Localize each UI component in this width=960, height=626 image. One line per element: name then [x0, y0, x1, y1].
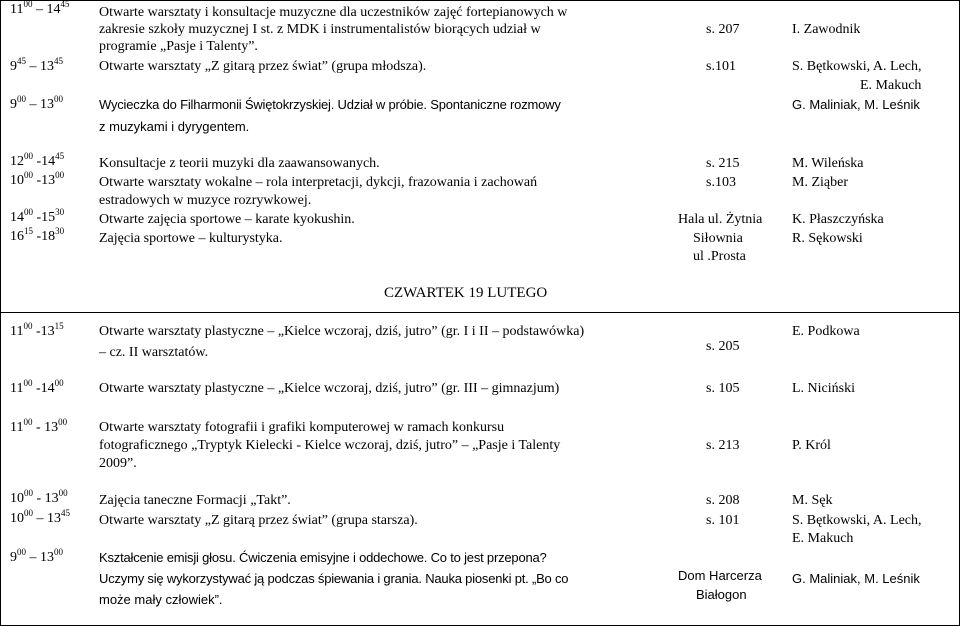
day-title: CZWARTEK 19 LUTEGO: [384, 285, 548, 301]
person-day-row-4: M. Sęk: [792, 493, 833, 508]
time-row-6: $14^{00}$ $-15^{30}$: [10, 207, 65, 225]
day-header-divider: [0, 312, 960, 313]
person-row-7: R. Sękowski: [792, 231, 863, 246]
desc-row-3-line-1: Wycieczka do Filharmonii Świętokrzyskiej. Udział w próbie. Spontaniczne rozmowy: [99, 97, 561, 112]
time-day-row-6: $9^{00} - 13^{00}$: [10, 547, 63, 565]
time-row-7: $16^{15}$ $-18^{30}$: [10, 226, 65, 244]
desc-row-5-line-2: estradowych w muzyce rozrywkowej.: [99, 193, 312, 208]
desc-row-6: Otwarte zajęcia sportowe – karate kyokushin.: [99, 212, 355, 227]
person-day-row-5-line-2: E. Makuch: [792, 531, 854, 546]
person-day-row-6: G. Maliniak, M. Leśnik: [792, 571, 920, 586]
room-row-4: s. 215: [706, 156, 740, 171]
desc-row-1-line-3: programie „Pasje i Talenty”.: [99, 39, 258, 54]
person-row-4: M. Wileńska: [792, 156, 864, 171]
desc-day-row-6-line-2: Uczymy się wykorzystywać ją podczas śpiewania i grania. Nauka piosenki pt. „Bo co: [99, 571, 569, 586]
desc-row-4: Konsultacje z teorii muzyki dla zaawansowanych.: [99, 156, 380, 171]
room-row-5: s.103: [706, 175, 736, 190]
desc-row-1-line-2: zakresie szkoły muzycznej I st. z MDK i instrumentalistów biorących udział w: [99, 22, 541, 37]
desc-day-row-6-line-3: może mały człowiek”.: [99, 592, 223, 607]
desc-day-row-2: Otwarte warsztaty plastyczne – „Kielce wczoraj, dziś, jutro” (gr. III – gimnazjum): [99, 381, 560, 396]
desc-row-2-line-1: Otwarte warsztaty „Z gitarą przez świat” (grupa młodsza).: [99, 59, 427, 74]
room-row-1: s. 207: [706, 22, 740, 37]
desc-day-row-3-line-3: 2009”.: [99, 456, 137, 471]
person-day-row-1: E. Podkowa: [792, 324, 860, 339]
desc-day-row-5: Otwarte warsztaty „Z gitarą przez świat” (grupa starsza).: [99, 513, 418, 528]
person-row-2-line-1: S. Bętkowski, A. Lech,: [792, 59, 922, 74]
desc-day-row-3-line-2: fotograficznego „Tryptyk Kielecki - Kielce wczoraj, dziś, jutro” – „Pasje i Talenty: [99, 438, 561, 453]
person-day-row-3: P. Król: [792, 438, 831, 453]
room-row-7-line-1: Siłownia: [693, 231, 743, 246]
person-row-2-line-2: E. Makuch: [860, 78, 922, 93]
room-day-row-5: s. 101: [706, 513, 740, 528]
time-row-2: $9^{45} - 13^{45}$: [10, 56, 63, 74]
time-day-row-3: $11^{00} - 13^{00}$: [10, 417, 68, 435]
person-row-6: K. Płaszczyńska: [792, 212, 884, 227]
time-day-row-2: $11^{00}$ $-14^{00}$: [10, 378, 64, 396]
room-day-row-6-line-2: Białogon: [696, 587, 747, 602]
room-day-row-1: s. 205: [706, 339, 740, 354]
time-row-4: $12^{00}$ $-14^{45}$: [10, 151, 65, 169]
desc-day-row-1-line-1: Otwarte warsztaty plastyczne – „Kielce wczoraj, dziś, jutro” (gr. I i II – podstawówka): [99, 324, 585, 339]
desc-row-1-line-1: Otwarte warsztaty i konsultacje muzyczne dla uczestników zajęć fortepianowych w: [99, 5, 568, 20]
person-row-1: I. Zawodnik: [792, 22, 861, 37]
time-day-row-4: $10^{00} - 13^{00}$: [10, 488, 68, 506]
desc-row-7: Zajęcia sportowe – kulturystyka.: [99, 231, 283, 246]
room-row-7-line-2: ul .Prosta: [693, 249, 746, 264]
table-top-border: [0, 0, 960, 1]
room-day-row-3: s. 213: [706, 438, 740, 453]
room-row-2: s.101: [706, 59, 736, 74]
desc-row-5-line-1: Otwarte warsztaty wokalne – rola interpretacji, dykcji, frazowania i zachowań: [99, 175, 538, 190]
time-row-5: $10^{00}$ $-13^{00}$: [10, 170, 65, 188]
time-day-row-1: $11^{00}$ $-13^{15}$: [10, 321, 64, 339]
desc-day-row-1-line-2: – cz. II warsztatów.: [99, 345, 209, 360]
room-day-row-2: s. 105: [706, 381, 740, 396]
room-day-row-6-line-1: Dom Harcerza: [678, 568, 762, 583]
room-day-row-4: s. 208: [706, 493, 740, 508]
table-left-border: [0, 0, 1, 626]
room-row-6: Hala ul. Żytnia: [678, 212, 763, 227]
desc-day-row-4: Zajęcia taneczne Formacji „Takt”.: [99, 493, 291, 508]
person-row-5: M. Ziąber: [792, 175, 848, 190]
person-row-3: G. Maliniak, M. Leśnik: [792, 97, 920, 112]
desc-row-3-line-2: z muzykami i dyrygentem.: [99, 119, 250, 134]
person-day-row-5-line-1: S. Bętkowski, A. Lech,: [792, 513, 922, 528]
time-row-1: $11^{00} - 14^{45}$: [10, 0, 70, 17]
desc-day-row-3-line-1: Otwarte warsztaty fotografii i grafiki komputerowej w ramach konkursu: [99, 420, 505, 435]
time-row-3: $9^{00} - 13^{00}$: [10, 94, 63, 112]
time-day-row-5: $10^{00} - 13^{45}$: [10, 508, 70, 526]
desc-day-row-6-line-1: Kształcenie emisji głosu. Ćwiczenia emisyjne i oddechowe. Co to jest przepona?: [99, 550, 547, 565]
person-day-row-2: L. Niciński: [792, 381, 855, 396]
